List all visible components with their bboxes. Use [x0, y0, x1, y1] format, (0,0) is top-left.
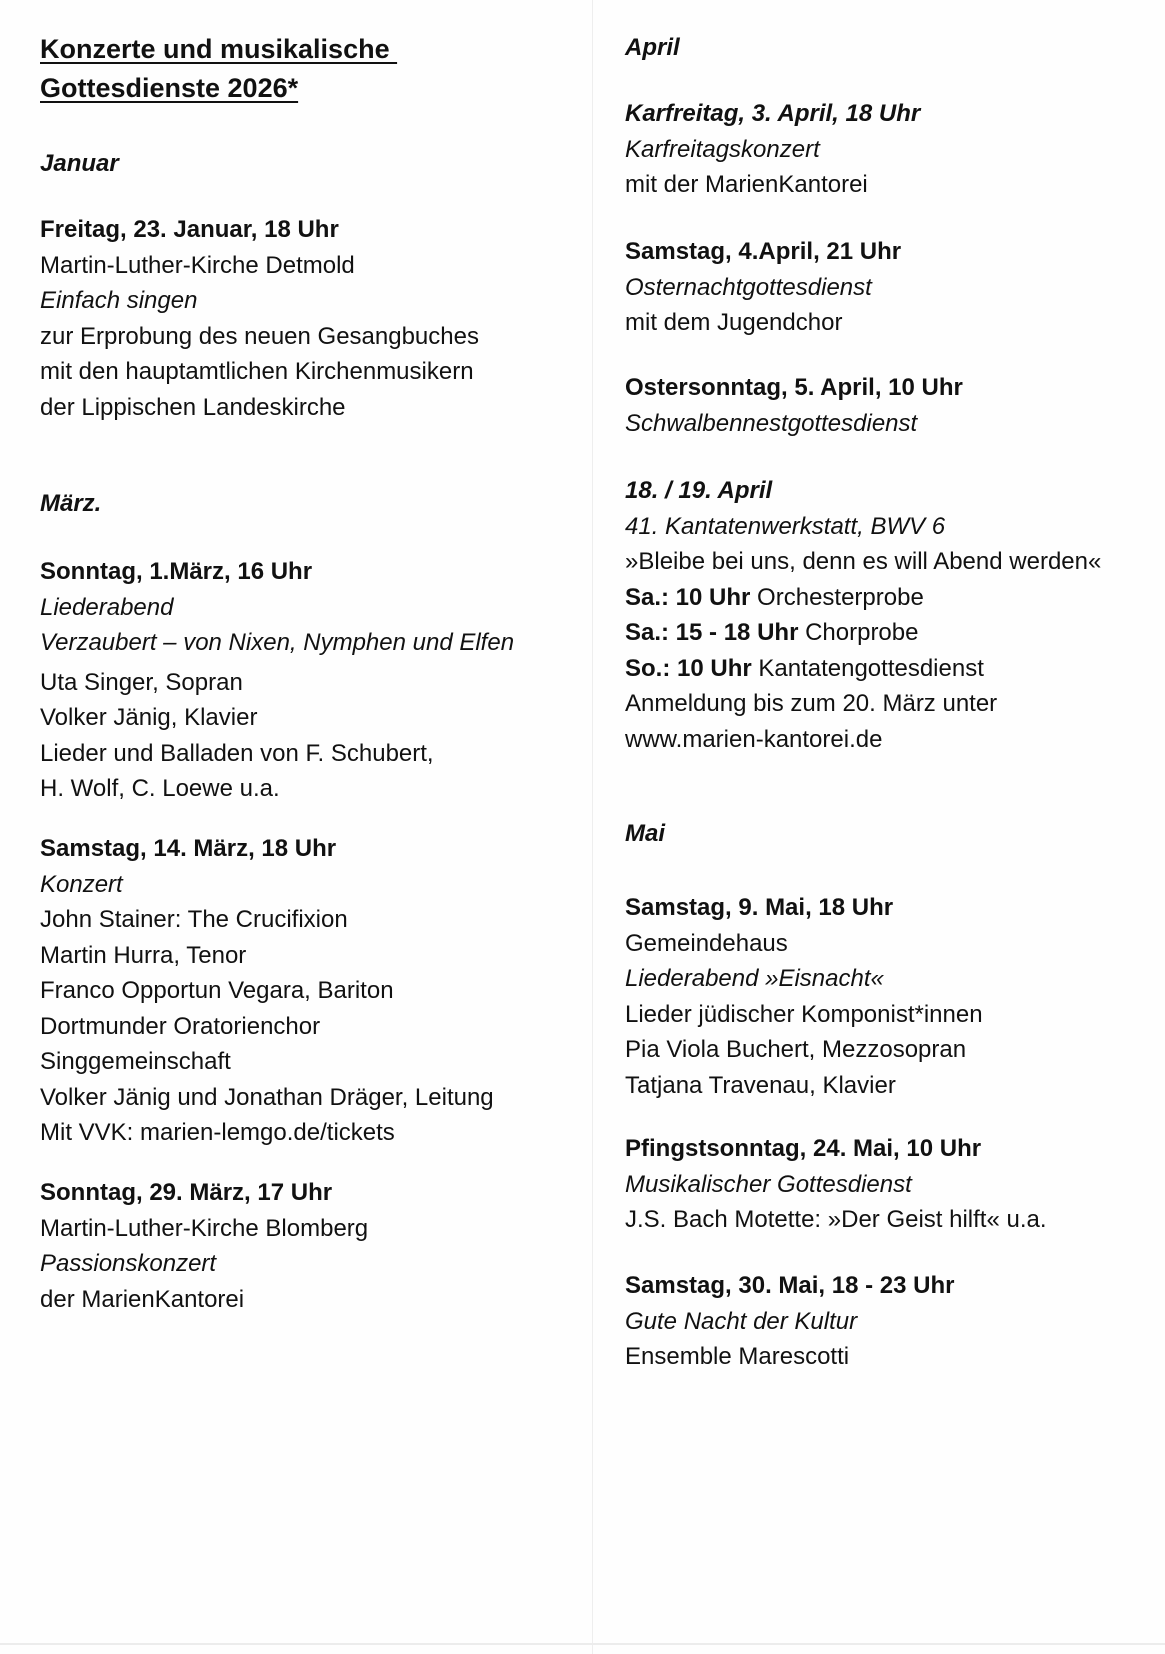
event-2026-01-23	[40, 212, 479, 425]
event-quote: »Bleibe bei uns, denn es will Abend werden«	[625, 548, 1102, 575]
page-title	[40, 30, 397, 108]
event-detail: der MarienKantorei	[40, 1285, 245, 1313]
event-link-tickets: Mit VVK: marien-lemgo.de/tickets	[40, 1119, 395, 1146]
schedule-item	[625, 580, 1101, 616]
event-date: Samstag, 4.April, 21 Uhr	[625, 238, 902, 265]
event-title: Passionskonzert	[40, 1250, 217, 1277]
event-title: 41. Kantatenwerkstatt, BWV 6	[625, 512, 946, 540]
event-detail: mit der MarienKantorei	[625, 171, 868, 198]
schedule-label: Sa.: 10 Uhr	[625, 583, 751, 611]
event-detail: Lieder und Balladen von F. Schubert,	[40, 739, 434, 767]
schedule-label: So.: 10 Uhr	[625, 654, 752, 682]
event-location: Martin-Luther-Kirche Blomberg	[40, 1214, 369, 1242]
event-title: Liederabend »Eisnacht«	[625, 965, 884, 992]
event-detail: Volker Jänig und Jonathan Dräger, Leitung	[40, 1083, 494, 1111]
month-heading-mai: Mai	[625, 820, 666, 847]
event-detail: der Lippischen Landeskirche	[40, 393, 346, 421]
event-date: Sonntag, 29. März, 17 Uhr	[40, 1179, 333, 1206]
event-detail: Uta Singer, Sopran	[40, 668, 243, 696]
schedule-item	[625, 651, 1101, 687]
event-title: Liederabend	[40, 593, 174, 621]
event-2026-04-18-19	[625, 473, 1101, 757]
event-title: Musikalischer Gottesdienst	[625, 1170, 912, 1198]
event-date: 18. / 19. April	[625, 477, 773, 504]
event-detail: Martin Hurra, Tenor	[40, 941, 247, 969]
event-detail: mit dem Jugendchor	[625, 309, 843, 336]
event-detail: Tatjana Travenau, Klavier	[625, 1071, 896, 1099]
event-title: Osternachtgottesdienst	[625, 273, 872, 301]
event-date: Samstag, 14. März, 18 Uhr	[40, 835, 337, 862]
event-date: Karfreitag, 3. April, 18 Uhr	[625, 100, 921, 127]
event-2026-05-09	[625, 890, 983, 1103]
event-detail: mit den hauptamtlichen Kirchenmusikern	[40, 358, 474, 385]
event-subtitle: Verzaubert – von Nixen, Nymphen und Elfen	[40, 629, 515, 656]
event-detail: John Stainer: The Crucifixion	[40, 906, 348, 933]
schedule-text: Chorprobe	[798, 619, 919, 646]
event-detail: Anmeldung bis zum 20. März unter	[625, 690, 998, 717]
schedule-item	[625, 615, 1101, 651]
event-date: Freitag, 23. Januar, 18 Uhr	[40, 216, 339, 243]
event-2026-03-14	[40, 831, 494, 1151]
event-title: Konzert	[40, 870, 123, 898]
title-line-2: Gottesdienste 2026*	[40, 73, 299, 103]
event-detail: Volker Jänig, Klavier	[40, 704, 258, 731]
event-2026-04-05	[625, 370, 963, 441]
event-date: Samstag, 9. Mai, 18 Uhr	[625, 894, 894, 921]
event-date: Samstag, 30. Mai, 18 - 23 Uhr	[625, 1272, 955, 1299]
schedule-text: Kantatengottesdienst	[751, 654, 984, 682]
page-edge	[0, 1643, 1165, 1645]
fold-line	[592, 0, 593, 1654]
event-detail: Ensemble Marescotti	[625, 1343, 850, 1370]
event-date: Pfingstsonntag, 24. Mai, 10 Uhr	[625, 1135, 982, 1162]
event-2026-03-01	[40, 554, 514, 807]
event-2026-03-29	[40, 1175, 368, 1317]
event-location: Gemeindehaus	[625, 929, 788, 957]
event-detail: Franco Opportun Vegara, Bariton	[40, 977, 394, 1004]
schedule-text: Orchesterprobe	[750, 583, 924, 611]
month-heading-maerz: März.	[40, 490, 102, 517]
event-2026-05-24	[625, 1131, 1047, 1238]
event-title: Einfach singen	[40, 287, 198, 314]
event-date: Sonntag, 1.März, 16 Uhr	[40, 558, 313, 585]
schedule-label: Sa.: 15 - 18 Uhr	[625, 619, 799, 646]
event-title: Gute Nacht der Kultur	[625, 1307, 858, 1335]
month-heading-januar: Januar	[40, 150, 119, 177]
event-detail: Pia Viola Buchert, Mezzosopran	[625, 1036, 967, 1063]
event-detail: H. Wolf, C. Loewe u.a.	[40, 775, 280, 802]
event-date: Ostersonntag, 5. April, 10 Uhr	[625, 374, 963, 401]
event-2026-04-03	[625, 96, 920, 203]
event-link-website: www.marien-kantorei.de	[625, 725, 883, 753]
event-location: Martin-Luther-Kirche Detmold	[40, 251, 355, 279]
event-2026-04-04	[625, 234, 901, 341]
event-2026-05-30	[625, 1268, 954, 1375]
month-heading-april: April	[625, 34, 680, 61]
event-detail: Lieder jüdischer Komponist*innen	[625, 1000, 983, 1028]
event-detail: zur Erprobung des neuen Gesangbuches	[40, 322, 479, 350]
event-detail: Singgemeinschaft	[40, 1048, 231, 1075]
event-detail: J.S. Bach Motette: »Der Geist hilft« u.a.	[625, 1206, 1047, 1233]
event-title: Schwalbennestgottesdienst	[625, 409, 918, 437]
event-title: Karfreitagskonzert	[625, 135, 820, 163]
title-line-1: Konzerte und musikalische	[40, 34, 398, 64]
event-detail: Dortmunder Oratorienchor	[40, 1012, 321, 1040]
